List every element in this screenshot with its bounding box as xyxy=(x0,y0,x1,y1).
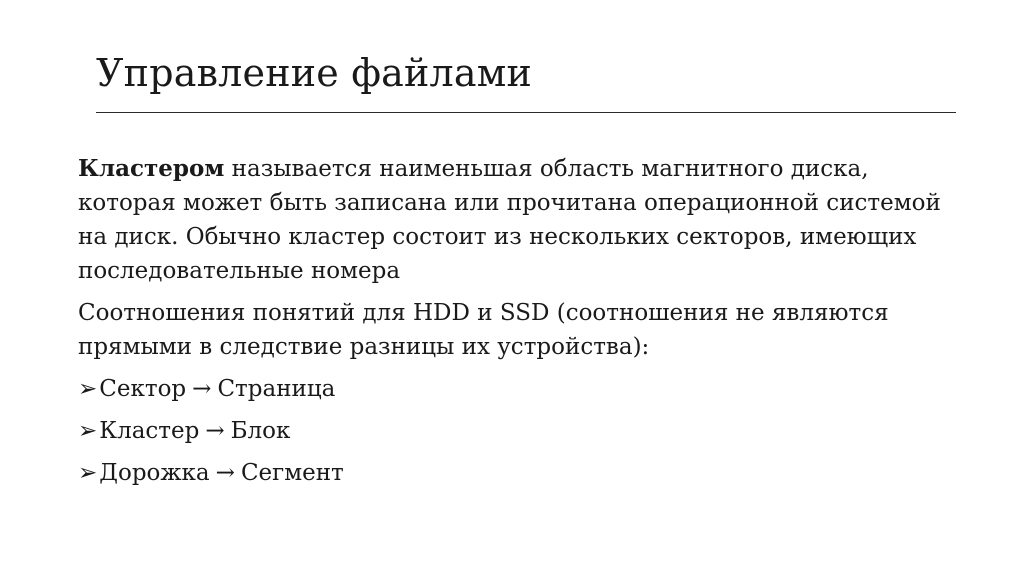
definition-text: называется наименьшая область магнитного диска, которая может быть записана или прочитана операционной системой на диск. Обычно кластер состоит из нескольких секторов, имеющих последовательные номера xyxy=(78,156,941,284)
right-arrow-icon: → xyxy=(215,460,235,486)
mapping-item-cluster xyxy=(78,414,958,448)
mapping-item-sector xyxy=(78,372,958,406)
right-arrow-icon: → xyxy=(205,418,225,444)
ssd-term: Страница xyxy=(217,376,336,402)
bullet-arrowhead-icon: ➢ xyxy=(78,460,98,486)
hdd-term: Сектор xyxy=(99,376,187,402)
ssd-term: Блок xyxy=(230,418,291,444)
hdd-term: Кластер xyxy=(99,418,200,444)
right-arrow-icon: → xyxy=(192,376,212,402)
slide-title: Управление файлами xyxy=(96,51,533,95)
ssd-term: Сегмент xyxy=(240,460,344,486)
definition-paragraph xyxy=(78,152,958,288)
slide-body xyxy=(78,152,958,498)
relation-intro: Соотношения понятий для HDD и SSD (соотношения не являются прямыми в следствие разницы их устройства): xyxy=(78,300,889,360)
definition-term: Кластером xyxy=(78,155,225,182)
mapping-item-track xyxy=(78,456,958,490)
title-divider xyxy=(96,112,956,113)
bullet-arrowhead-icon: ➢ xyxy=(78,418,98,444)
bullet-arrowhead-icon: ➢ xyxy=(78,376,98,402)
mapping-list xyxy=(78,372,958,490)
hdd-term: Дорожка xyxy=(99,460,210,486)
